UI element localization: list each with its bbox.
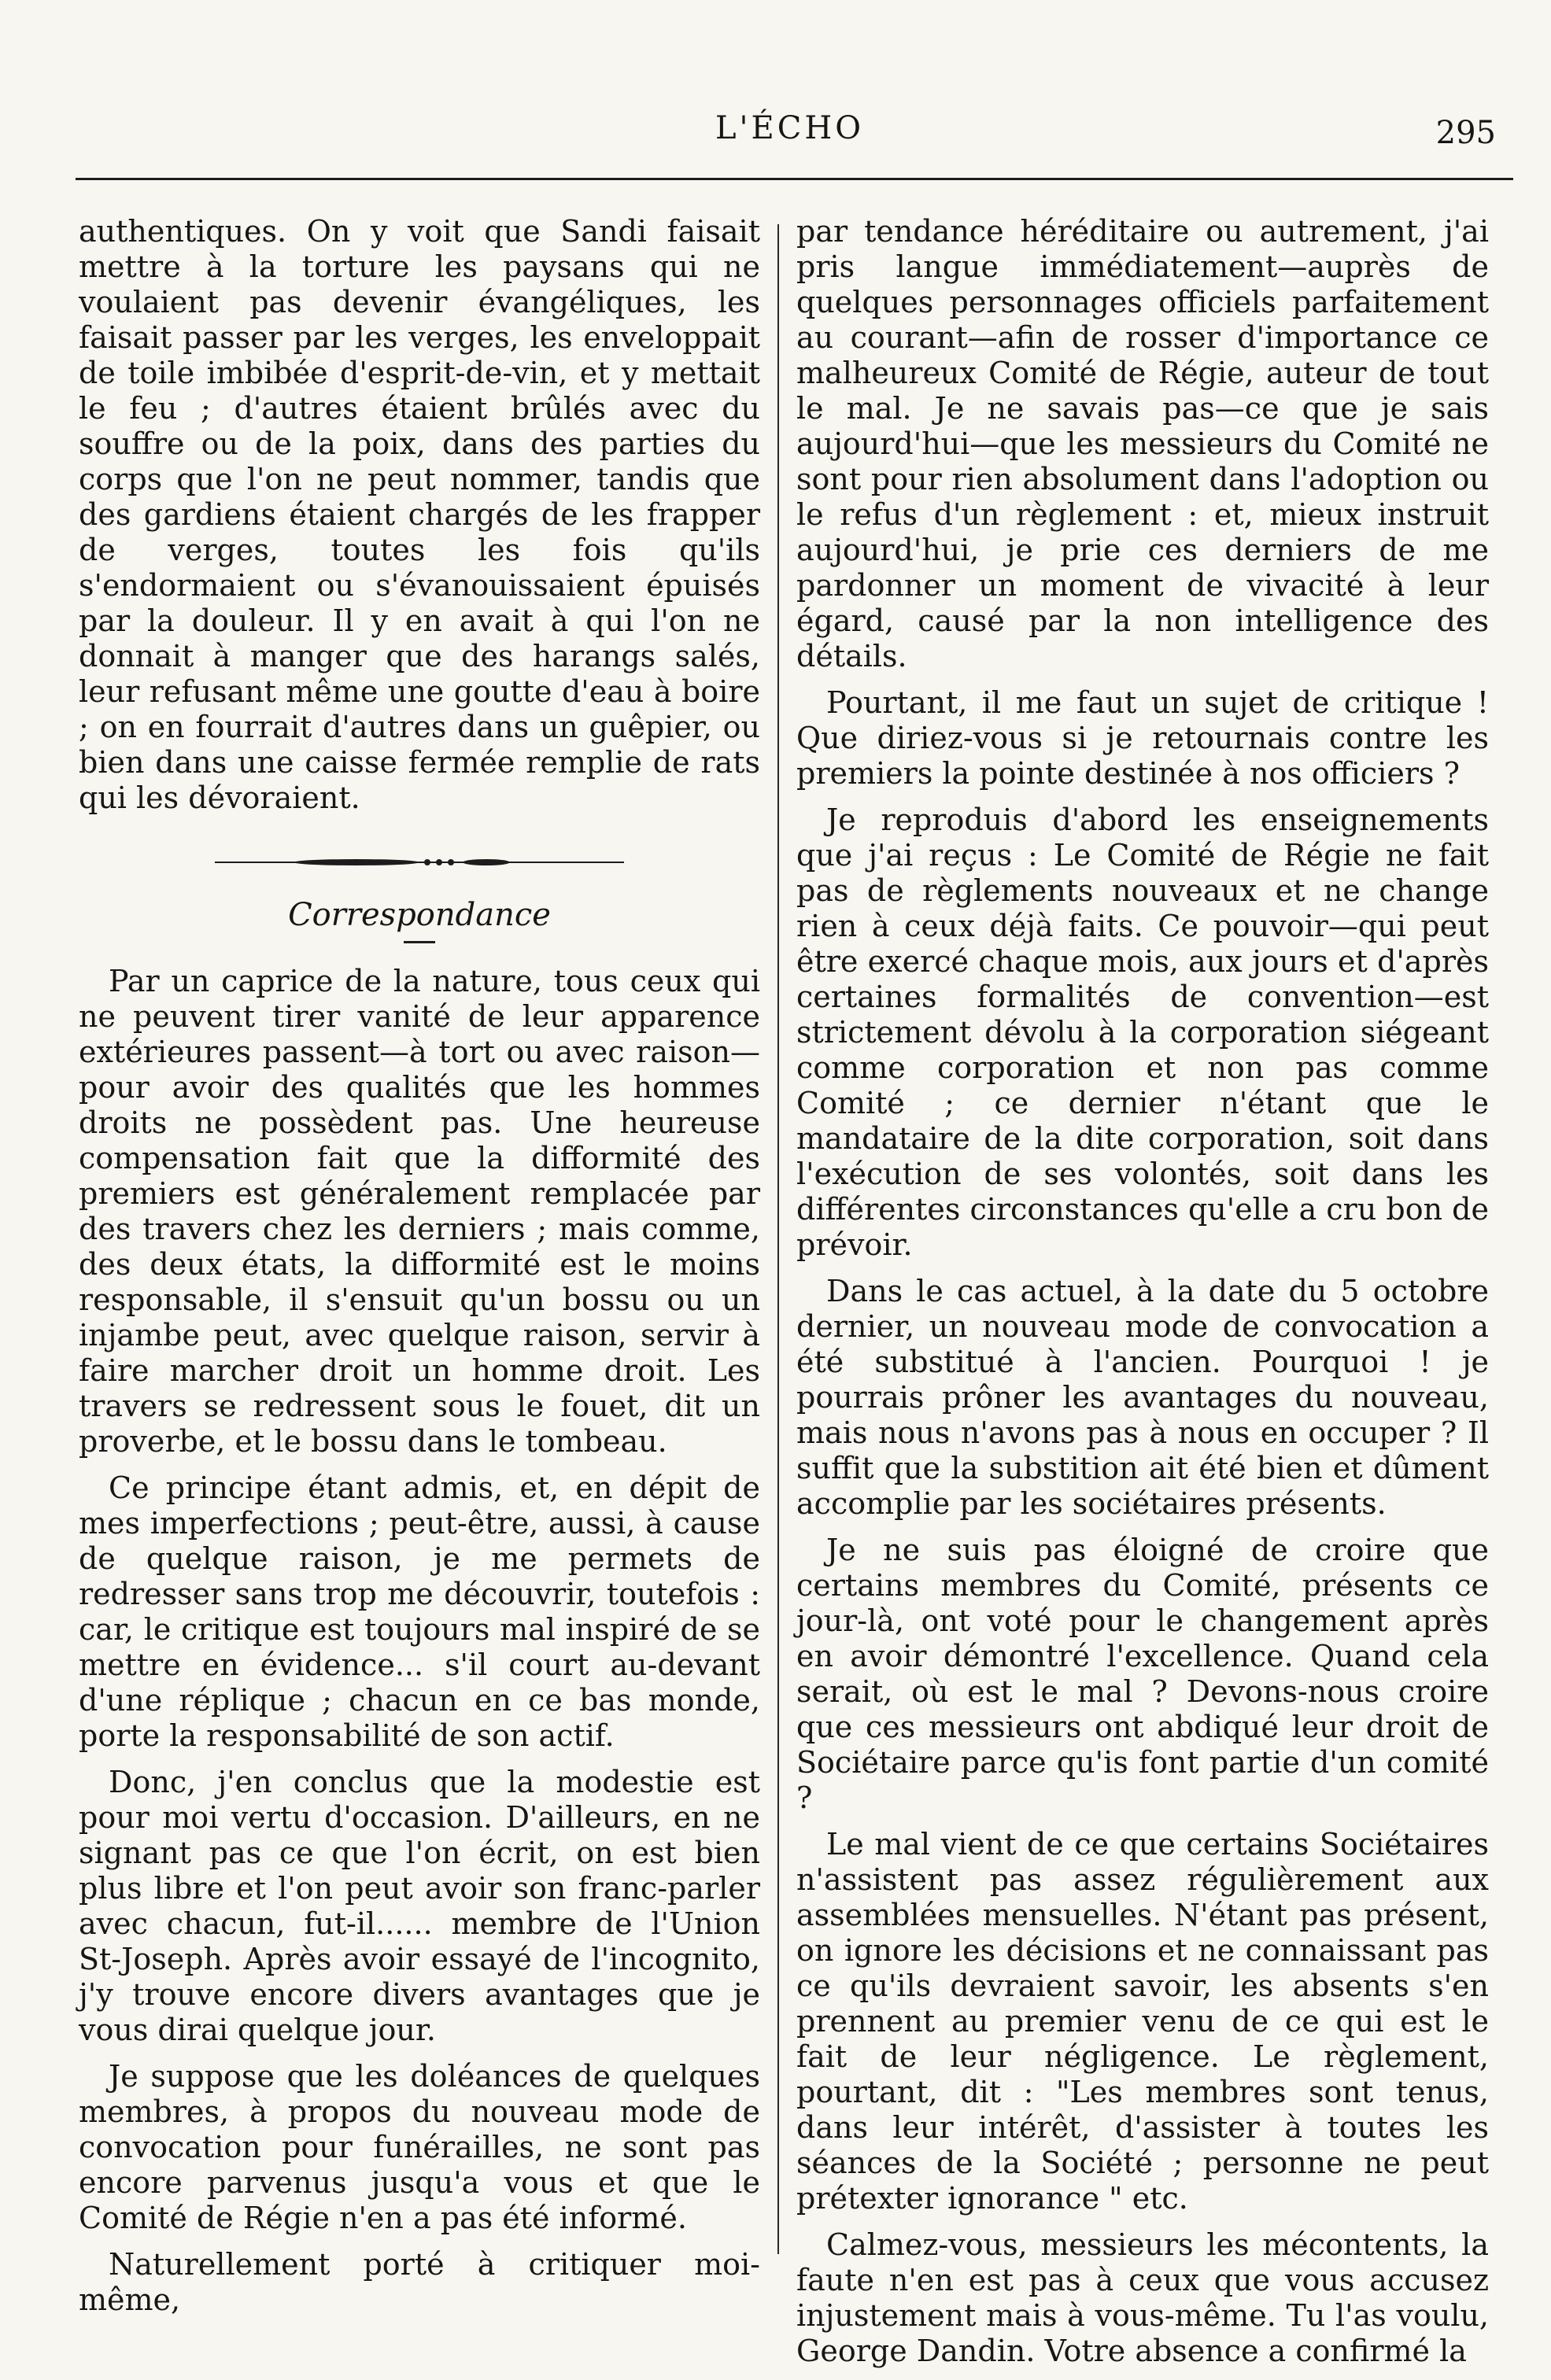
journal-title: L'ÉCHO xyxy=(715,110,865,146)
paragraph: par tendance héréditaire ou autrement, j'ai pris langue immédiatement—auprès de quelques personnages officiels parfaitement au courant—afin de rosser d'importance ce malheureux Comité de Régie, auteur de tout le mal. Je ne savais pas—ce que je sais aujourd'hui—que les messieurs du Comité ne sont pour rien absolument dans l'adoption ou le refus d'un règlement : et, mieux instruit aujourd'hui, je prie ces derniers de me pardonner un moment de vivacité à leur égard, causé par la non intelligence des détails. xyxy=(796,214,1489,673)
ornament-divider-icon xyxy=(215,855,624,869)
paragraph: Je ne suis pas éloigné de croire que certains membres du Comité, présents ce jour-là, ont voté pour le changement après en avoir démontré l'excellence. Quand cela serait, où est le mal ? Devons-nous croire que ces messieurs ont abdiqué leur droit de Sociétaire parce qu'is font partie d'un comité ? xyxy=(796,1533,1489,1815)
paragraph: Donc, j'en conclus que la modestie est pour moi vertu d'occasion. D'ailleurs, en ne signant pas ce que l'on écrit, on est bien plus libre et l'on peut avoir son franc-parler avec chacun, fut-il...... membre de l'Union St-Joseph. Après avoir essayé de l'incognito, j'y trouve encore divers avantages que je vous dirai quelque jour. xyxy=(79,1765,760,2047)
section-heading: Correspondance xyxy=(288,897,551,933)
page-number: 295 xyxy=(1435,115,1496,151)
left-column xyxy=(79,214,760,2329)
paragraph: Pourtant, il me faut un sujet de critique ! Que diriez-vous si je retournais contre les premiers la pointe destinée à nos officiers ? xyxy=(796,685,1489,791)
page-header xyxy=(76,110,1504,157)
header-rule xyxy=(76,178,1513,180)
right-column xyxy=(796,214,1489,2380)
paragraph: Dans le cas actuel, à la date du 5 octobre dernier, un nouveau mode de convocation a été substitué à l'ancien. Pourquoi ! je pourrais prôner les avantages du nouveau, mais nous n'avons pas à nous en occuper ? Il suffit que la substition ait été bien et dûment accomplie par les sociétaires présents. xyxy=(796,1274,1489,1521)
paragraph: Je suppose que les doléances de quelques membres, à propos du nouveau mode de convocation pour funérailles, ne sont pas encore parvenus jusqu'a vous et que le Comité de Régie n'en a pas été informé. xyxy=(79,2059,760,2235)
paragraph: Naturellement porté à critiquer moi-même, xyxy=(79,2247,760,2317)
heading-rule xyxy=(404,941,435,943)
paragraph: Le mal vient de ce que certains Sociétaires n'assistent pas assez régulièrement aux assemblées mensuelles. N'étant pas présent, on ignore les décisions et ne connaissant pas ce qu'ils devraient savoir, les absents s'en prennent au premier venu de ce qui est le fait de leur négligence. Le règlement, pourtant, dit : "Les membres sont tenus, dans leur intérêt, d'assister à toutes les séances de la Société ; personne ne peut prétexter ignorance " etc. xyxy=(796,1827,1489,2216)
paragraph: Par un caprice de la nature, tous ceux qui ne peuvent tirer vanité de leur apparence extérieures passent—à tort ou avec raison—pour avoir des qualités que les hommes droits ne possèdent pas. Une heureuse compensation fait que la difformité des premiers est généralement remplacée par des travers chez les derniers ; mais comme, des deux états, la difformité est le moins responsable, il s'ensuit qu'un bossu ou un injambe peut, avec quelque raison, servir à faire marcher droit un homme droit. Les travers se redressent sous le fouet, dit un proverbe, et le bossu dans le tombeau. xyxy=(79,964,760,1459)
paragraph: Ce principe étant admis, et, en dépit de mes imperfections ; peut-être, aussi, à cause de quelque raison, je me permets de redresser sans trop me découvrir, toutefois : car, le critique est toujours mal inspiré de se mettre en évidence... s'il court au-devant d'une réplique ; chacun en ce bas monde, porte la responsabilité de son actif. xyxy=(79,1470,760,1753)
paragraph: authentiques. On y voit que Sandi faisait mettre à la torture les paysans qui ne voulaient pas devenir évangéliques, les faisait passer par les verges, les enveloppait de toile imbibée d'esprit-de-vin, et y mettait le feu ; d'autres étaient brûlés avec du souffre ou de la poix, dans des parties du corps que l'on ne peut nommer, tandis que des gardiens étaient chargés de les frapper de verges, toutes les fois qu'ils s'endormaient ou s'évanouissaient épuisés par la douleur. Il y en avait à qui l'on ne donnait à manger que des harangs salés, leur refusant même une goutte d'eau à boire ; on en fourrait d'autres dans un guêpier, ou bien dans une caisse fermée remplie de rats qui les dévoraient. xyxy=(79,214,760,815)
paragraph: Je reproduis d'abord les enseignements que j'ai reçus : Le Comité de Régie ne fait pas de règlements nouveaux et ne change rien à ceux déjà faits. Ce pouvoir—qui peut être exercé chaque mois, aux jours et d'après certaines formalités de convention—est strictement dévolu à la corporation siégeant comme corporation et non pas comme Comité ; ce dernier n'étant que le mandataire de la dite corporation, soit dans l'exécution de ses volontés, soit dans les différentes circonstances qu'elle a cru bon de prévoir. xyxy=(796,803,1489,1262)
column-divider xyxy=(777,224,779,2254)
paragraph: Calmez-vous, messieurs les mécontents, la faute n'en est pas à ceux que vous accusez injustement mais à vous-même. Tu l'as voulu, George Dandin. Votre absence a confirmé la xyxy=(796,2227,1489,2368)
